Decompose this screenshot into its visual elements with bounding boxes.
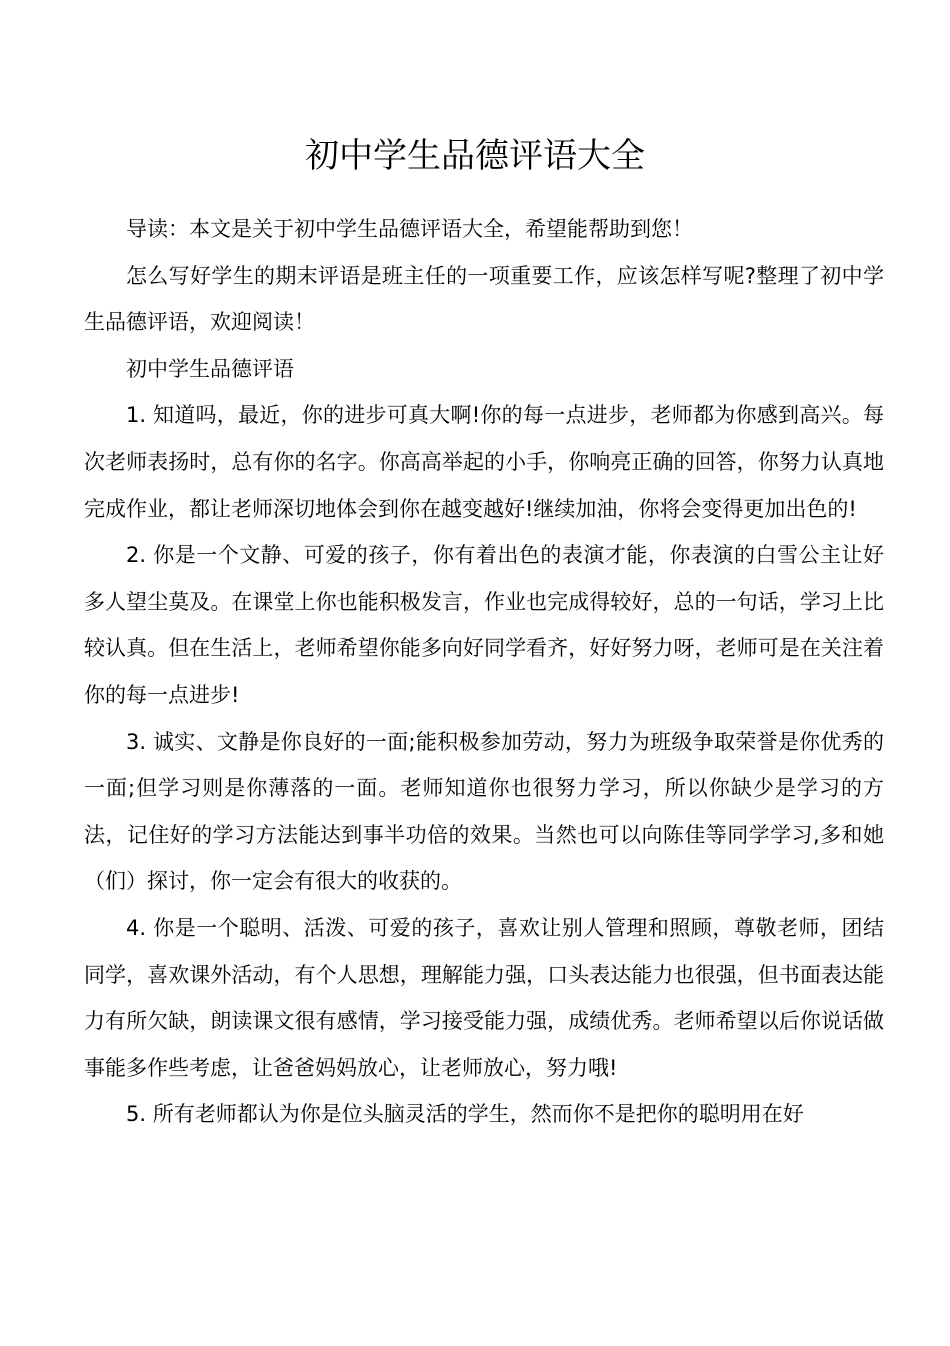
document-body: [84, 206, 884, 1138]
comment-paragraph-5: 5. 所有老师都认为你是位头脑灵活的学生，然而你不是把你的聪明用在好: [126, 1102, 804, 1127]
document-title: 初中学生品德评语大全: [305, 136, 645, 176]
intro-paragraph: 导读：本文是关于初中学生品德评语大全，希望能帮助到您！: [126, 217, 693, 241]
comment-paragraph-3: 3. 诚实、文静是你良好的一面;能积极参加劳动，努力为班级争取荣誉是你优秀的一面;但学习则是你薄落的一面。老师知道你也很努力学习，所以你缺少是学习的方法，记住好的学习方法能达到事半功倍的效果。当然也可以向陈佳等同学学习,多和她（们）探讨，你一定会有很大的收获的。: [84, 729, 885, 894]
preface-paragraph: 怎么写好学生的期末评语是班主任的一项重要工作，应该怎样写呢?整理了初中学生品德评语，欢迎阅读！: [84, 263, 884, 335]
comment-paragraph-1: 1. 知道吗，最近，你的进步可真大啊!你的每一点进步，老师都为你感到高兴。每次老师表扬时，总有你的名字。你高高举起的小手，你响亮正确的回答，你努力认真地完成作业，都让老师深切地体会到你在越变越好!继续加油，你将会变得更加出色的!: [84, 403, 884, 521]
comment-paragraph-2: 2. 你是一个文静、可爱的孩子，你有着出色的表演才能，你表演的白雪公主让好多人望尘莫及。在课堂上你也能积极发言，作业也完成得较好，总的一句话，学习上比较认真。但在生活上，老师希望你能多向好同学看齐，好好努力呀，老师可是在关注着你的每一点进步!: [84, 543, 884, 707]
comment-paragraph-4: 4. 你是一个聪明、活泼、可爱的孩子，喜欢让别人管理和照顾，尊敬老师，团结同学，喜欢课外活动，有个人思想，理解能力强，口头表达能力也很强，但书面表达能力有所欠缺，朗读课文很有感情，学习接受能力强，成绩优秀。老师希望以后你说话做事能多作些考虑，让爸爸妈妈放心，让老师放心，努力哦!: [84, 915, 884, 1080]
section-heading: 初中学生品德评语: [126, 356, 294, 381]
